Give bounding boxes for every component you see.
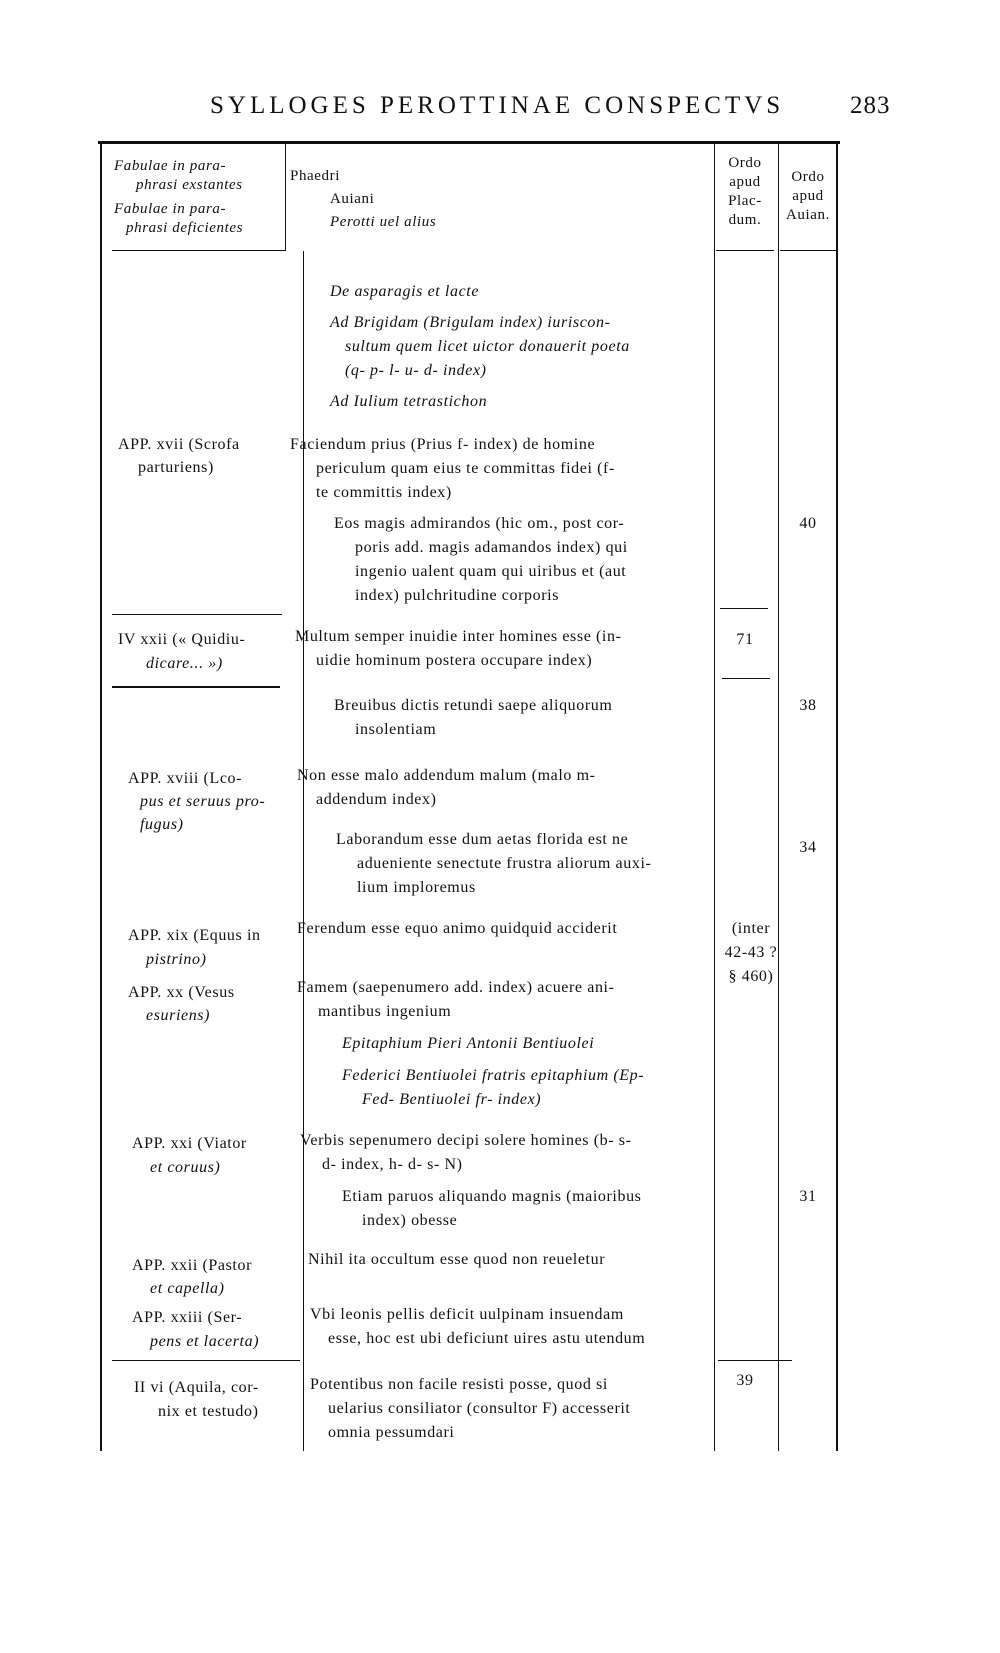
left-border [100,141,102,1451]
fable-ref: APP. xxii (Pastor [132,1257,252,1274]
table-top-rule [98,141,840,144]
right-border [836,141,838,1451]
fable-ref: esuriens) [146,1007,211,1024]
placidum-order: (inter [731,920,771,937]
placidum-order: 42-43 ? [724,944,778,961]
fable-ref: nix et testudo) [158,1403,259,1420]
col3-header-line2: apud [729,174,761,190]
col4-header-line3: Auian. [785,207,830,223]
entry-text: te committis index) [316,484,452,501]
header-bottom-rule-left [112,250,286,251]
entry-text: esse, hoc est ubi deficiunt uires astu utendum [328,1330,646,1347]
fable-ref: APP. xix (Equus in [128,927,261,944]
entry-text: Multum semper inuidie inter homines esse (in- [295,628,622,645]
col2-header-line1: Phaedri [290,168,341,184]
row-rule-plac-1 [720,608,768,609]
fable-ref: II vi (Aquila, cor- [134,1379,259,1396]
fable-ref: pistrino) [146,951,207,968]
row-rule-plac-2 [722,678,770,679]
entry-text: Vbi leonis pellis deficit uulpinam insuendam [310,1306,624,1323]
col4-header-line2: apud [792,188,824,204]
col1-header-line1: Fabulae in para- [114,158,227,174]
col3-header-line3: Plac- [728,193,762,209]
col1-header-line3: Fabulae in para- [114,201,227,217]
row-rule-left-3 [112,1360,300,1361]
fable-ref: et coruus) [150,1159,221,1176]
page-number: 283 [850,92,891,119]
entry-text: Ad Iulium tetrastichon [330,393,488,410]
entry-text: ingenio ualent quam qui uiribus et (aut [355,563,627,580]
fable-ref: pens et lacerta) [150,1333,260,1350]
entry-text: d- index, h- d- s- N) [322,1156,463,1173]
col3-header-line4: dum. [728,212,762,228]
entry-text: insolentiam [355,721,437,738]
col1-divider [285,141,286,251]
col2-header-line3: Perotti uel alius [330,214,437,230]
col1-header-line4: phrasi deficientes [126,220,244,236]
avian-order: 31 [799,1188,817,1205]
entry-text: index) obesse [362,1212,458,1229]
entry-text: mantibus ingenium [318,1003,452,1020]
header-bottom-rule-plac [716,250,774,251]
avian-order: 40 [799,515,817,532]
entry-text: addendum index) [316,791,437,808]
entry-text: Breuibus dictis retundi saepe aliquorum [334,697,613,714]
entry-text: Etiam paruos aliquando magnis (maioribus [342,1188,642,1205]
col4-header-line1: Ordo [791,169,825,185]
entry-text: Eos magis admirandos (hic om., post cor- [334,515,625,532]
fable-ref: APP. xxiii (Ser- [132,1309,243,1326]
entry-text: index) pulchritudine corporis [355,587,560,604]
fable-ref: dicare... ») [146,655,223,672]
entry-text: uelarius consiliator (consultor F) accesserit [328,1400,631,1417]
fable-ref: APP. xviii (Lco- [128,770,243,787]
entry-text: omnia pessumdari [328,1424,455,1441]
entry-text: Famem (saepenumero add. index) acuere ani- [297,979,615,996]
entry-text: Non esse malo addendum malum (malo m- [297,767,596,784]
col2-divider [303,251,304,1451]
entry-text: (q- p- l- u- d- index) [345,362,487,379]
fable-ref: APP. xvii (Scrofa [118,436,240,453]
entry-text: De asparagis et lacte [330,283,480,300]
row-rule-left-2 [112,686,280,688]
placidum-order: 39 [736,1372,754,1389]
fable-ref: IV xxii (« Quidiu- [118,631,246,648]
entry-text: periculum quam eius te committas fidei (f- [316,460,615,477]
placidum-order: § 460) [728,968,774,985]
entry-text: Faciendum prius (Prius f- index) de homine [290,436,596,453]
col3-divider [714,141,715,1451]
col2-header-line2: Auiani [330,191,375,207]
entry-text: Fed- Bentiuolei fr- index) [362,1091,542,1108]
col3-header-line1: Ordo [728,155,762,171]
entry-text: Ferendum esse equo animo quidquid acciderit [297,920,618,937]
entry-text: sultum quem licet uictor donauerit poeta [345,338,630,355]
avian-order: 34 [799,839,817,856]
fable-ref: APP. xxi (Viator [132,1135,247,1152]
entry-text: lium imploremus [357,879,476,896]
page-title: SYLLOGES PEROTTINAE CONSPECTVS [210,92,785,119]
fable-ref: APP. xx (Vesus [128,984,235,1001]
entry-text: Epitaphium Pieri Antonii Bentiuolei [342,1035,595,1052]
fable-ref: fugus) [140,816,184,833]
fable-ref: pus et seruus pro- [140,793,266,810]
entry-text: uidie hominum postera occupare index) [316,652,593,669]
placidum-order: 71 [736,631,754,648]
fable-ref: et capella) [150,1280,225,1297]
entry-text: Ad Brigidam (Brigulam index) iuriscon- [330,314,611,331]
header-bottom-rule-avian [780,250,836,251]
fable-ref: parturiens) [138,459,214,476]
entry-text: Laborandum esse dum aetas florida est ne [336,831,629,848]
col4-divider [778,141,779,1451]
entry-text: adueniente senectute frustra aliorum auxi- [357,855,652,872]
entry-text: Potentibus non facile resisti posse, quod si [310,1376,608,1393]
entry-text: Verbis sepenumero decipi solere homines (b- s- [300,1132,632,1149]
entry-text: poris add. magis adamandos index) qui [355,539,628,556]
row-rule-left-1 [112,614,282,615]
avian-order: 38 [799,697,817,714]
col1-header-line2: phrasi exstantes [136,177,243,193]
row-rule-plac-3 [718,1360,792,1361]
entry-text: Federici Bentiuolei fratris epitaphium (Ep- [342,1067,645,1084]
entry-text: Nihil ita occultum esse quod non reueletur [308,1251,606,1268]
